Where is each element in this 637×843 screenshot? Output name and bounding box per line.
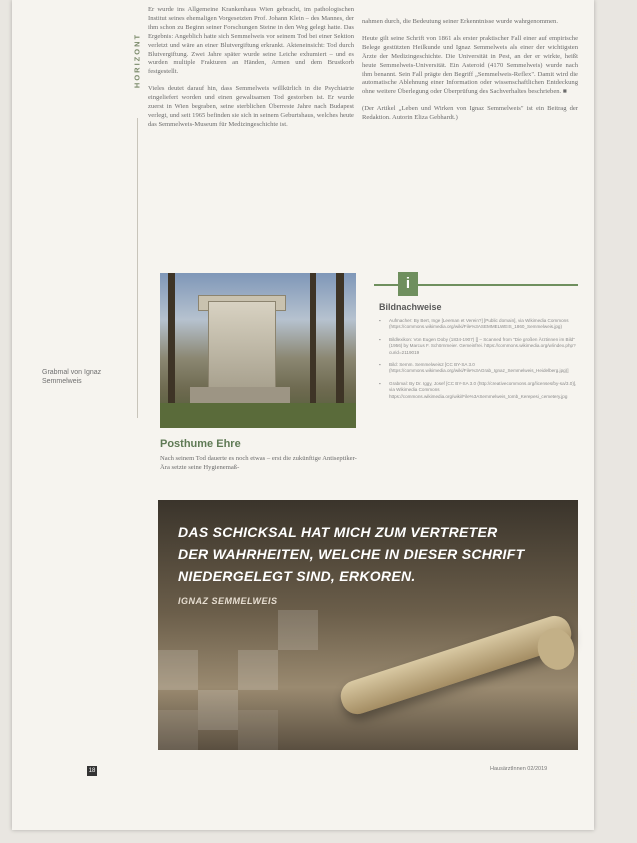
decor-square [238, 650, 278, 690]
quote-line: DAS SCHICKSAL HAT MICH ZUM VERTRETER [178, 524, 498, 540]
bullet-icon: ▪ [379, 380, 381, 386]
credits-list [379, 318, 579, 406]
decor-square [198, 690, 238, 730]
photo-credit: FOTO: FOTOLIA.COM / ANTONIO KOLOVO [631, 588, 637, 723]
subheading: Posthume Ehre [160, 438, 241, 450]
quote-author: IGNAZ SEMMELWEIS [178, 596, 278, 606]
page-number: 18 [88, 768, 96, 774]
decor-square [158, 650, 198, 690]
section-label-text: HORIZONT [132, 32, 142, 89]
paragraph: Nach seinem Tod dauerte es noch etwas – erst die zukünftige Antiseptiker-Ära setzte seine Hygienemaß- [160, 455, 357, 471]
bullet-icon: ▪ [379, 362, 381, 368]
photo-caption: Grabmal von Ignaz Semmelweis [42, 369, 102, 385]
tree-trunk [336, 273, 344, 413]
list-item [379, 337, 579, 356]
paragraph: nahmen durch, die Bedeutung seiner Erkenntnisse wurde wahrgenommen. [362, 18, 558, 25]
info-icon: i [398, 272, 418, 296]
scroll-image [337, 612, 576, 719]
quote-banner [158, 500, 637, 750]
decor-square [158, 710, 198, 750]
grass [160, 403, 356, 428]
decor-square [278, 610, 318, 650]
quote-line: NIEDERGELEGT SIND, ERKOREN. [178, 568, 416, 584]
tree-trunk [168, 273, 175, 413]
paragraph: Heute gilt seine Schrift von 1861 als erster praktischer Fall einer auf empirische Belege gestützten Heilkunde und Ignaz Semmelweis als einer der wichtigsten Ärzte der Medizingeschichte. Die Universität in Pest, an der er wirkte, heißt heute Semmelweis-Universität. Ein Asteroid (4170 Semmelweis) wurde nach ihm benannt. Sein Fall prägte den Begriff „Semmelweis-Reflex". Damit wird die automatische Ablehnung einer Information oder wissenschaftlichen Entdeckung ohne weitere Überlegung oder Überprüfung des Sachverhaltes beschrieben. ■ [362, 34, 578, 96]
paragraph: Vieles deutet darauf hin, dass Semmelweis willkürlich in die Psychiatrie eingeliefert worden und einen gewaltsamen Tod gestorben ist. Er wurde zuerst in Wien begraben, seine sterblichen Überreste Jahre nach Budapest verlegt, und seit 1965 befinden sie sich in seinem Geburtshaus, welches heute das Semmelweis-Museum für Medizingeschichte ist. [148, 85, 354, 128]
bullet-icon: ▪ [379, 318, 381, 323]
grave-photo [160, 273, 356, 428]
credit-text: Aufmacher: By Bert, Inge [Leeman et Verein?] [Public domain], via Wikimedia Commons (https://commons.wikimedia.org/wiki/File%3ASEMMELWEIS_1860_Semmelweis.jpg) [389, 318, 569, 330]
paragraph: Er wurde ins Allgemeine Krankenhaus Wien gebracht, im pathologischen Institut seines ehemaligen Vorgesetzten Prof. Johann Klein – des Mannes, der ihm schon zu Beginn seiner Forschungen Steine in den Weg gelegt hatte. Das Ergebnis: Angeblich hatte sich Semmelweis vor seinem Tod bei einer Sektion verletzt und wäre an einer Blutvergiftung erkrankt. Akteneinsicht: Tod durch Blutvergiftung. Zwei Jahre später wurde seine Leiche exhumiert – und es wurden multiple Frakturen an Händen, Armen und dem Brustkorb festgestellt. [148, 6, 354, 76]
tree-trunk [310, 273, 316, 413]
credit-text: Grabmal: By Dr. Iggy, Josef [CC BY-SA 3.0 (http://creativecommons.org/licenses/by-sa/3.0)], via Wikimedia Commons https://commons.wikimedia.org/wiki/File%3ASemmelweis_tomb_Kerepesi_cemetery.jpg [389, 380, 577, 399]
article-column-left [148, 6, 354, 138]
decor-square [238, 710, 278, 750]
paragraph: (Der Artikel „Leben und Wirken von Ignaz Semmelweis" ist ein Beitrag der Redaktion. Autorin Eliza Gebhardt.) [362, 105, 578, 122]
bullet-icon: ▪ [379, 336, 381, 342]
article-column-right [362, 18, 578, 131]
section-label [130, 18, 144, 113]
monument [208, 301, 276, 393]
section-divider [137, 118, 138, 418]
magazine-page [12, 0, 637, 830]
footer-issue: HausärztInnen 02/2019 [490, 766, 548, 772]
credit-text: Bildlexikon: Von Eugen Doby (1834-1907) [] – Scanned from "Die großen Ärztinnen im Bild" (1956) by Marcus F. Schörnmeier. Gemeinfrei. https://commons.wikimedia.org/w/index.php?curid=2119019 [389, 336, 576, 355]
list-item [379, 318, 579, 331]
credit-text: Bild: Semm. Semmelweis2 [CC BY-SA 3.0 (https://commons.wikimedia.org/wiki/File%3AGrab_Ignaz_Semmelweis_Heidelberg.jpg)] [389, 362, 569, 374]
list-item [379, 381, 579, 400]
credits-heading: Bildnachweise [379, 302, 442, 312]
list-item [379, 362, 579, 375]
quote-line: DER WAHRHEITEN, WELCHE IN DIESER SCHRIFT [178, 546, 525, 562]
